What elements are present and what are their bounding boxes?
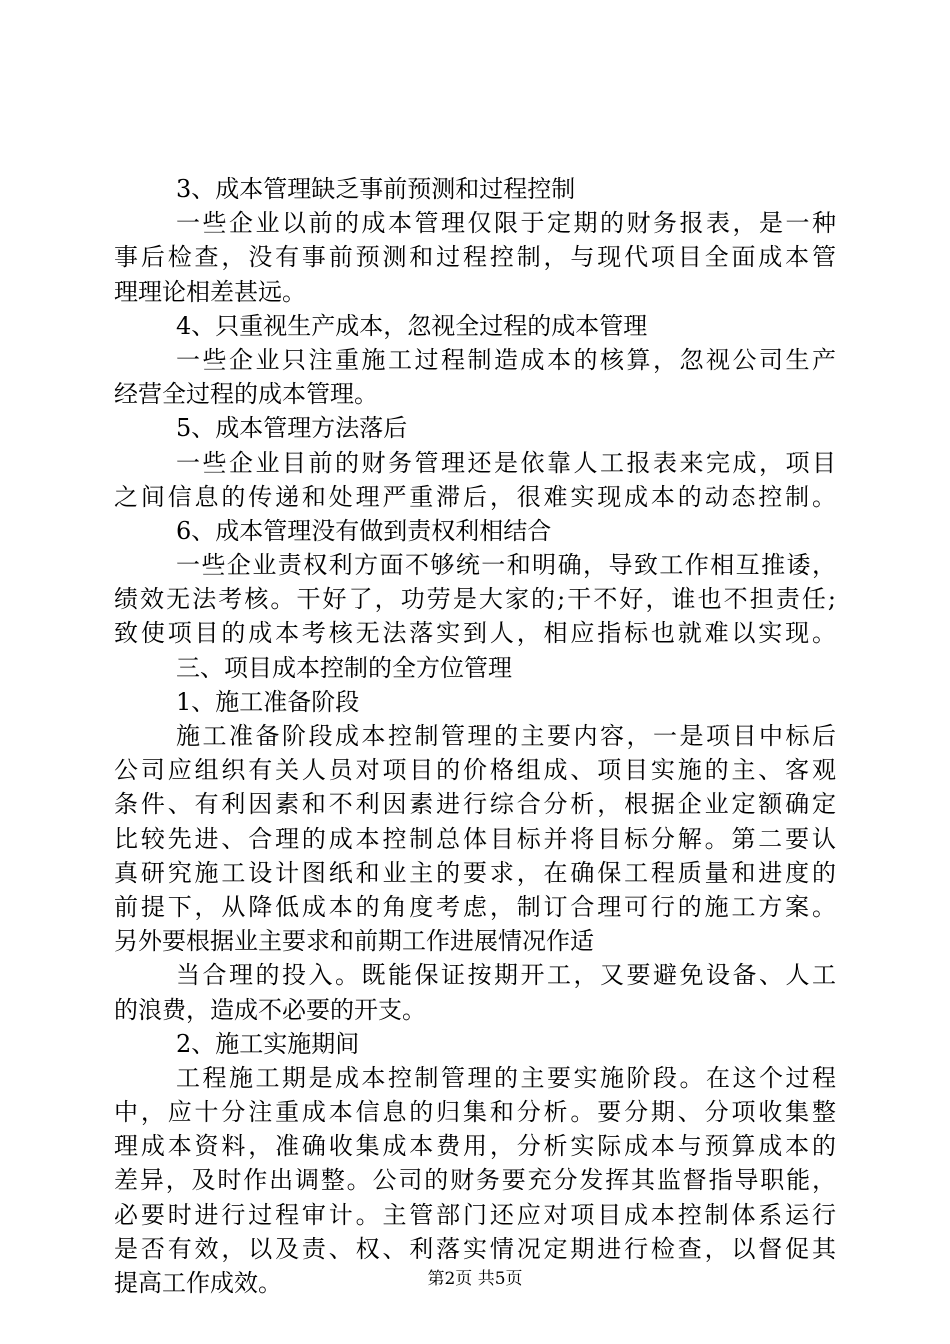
text-line: 施工准备阶段成本控制管理的主要内容，一是项目中标后 <box>176 722 836 750</box>
text-line: 理成本资料，准确收集成本费用，分析实际成本与预算成本的 <box>114 1132 836 1161</box>
text-line: 必要时进行过程审计。主管部门还应对项目成本控制体系运行 <box>114 1200 836 1229</box>
text-line: 真研究施工设计图纸和业主的要求，在确保工程质量和进度的 <box>114 858 836 887</box>
text-line: 前提下，从降低成本的角度考虑，制订合理可行的施工方案。 <box>114 892 836 921</box>
text-line: 一些企业目前的财务管理还是依靠人工报表来完成，项目 <box>176 448 836 477</box>
text-line: 经营全过程的成本管理。 <box>114 380 378 409</box>
text-line: 当合理的投入。既能保证按期开工，又要避免设备、人工 <box>176 961 836 990</box>
text-line: 事后检查，没有事前预测和过程控制，与现代项目全面成本管 <box>114 243 836 272</box>
text-line: 之间信息的传递和处理严重滞后，很难实现成本的动态控制。 <box>114 482 836 511</box>
text-line: 绩效无法考核。干好了，功劳是大家的;干不好，谁也不担责任; <box>114 585 836 614</box>
text-line: 工程施工期是成本控制管理的主要实施阶段。在这个过程 <box>176 1063 836 1092</box>
text-line: 中，应十分注重成本信息的归集和分析。要分期、分项收集整 <box>114 1098 836 1127</box>
page-footer: 第2页 共5页 <box>427 1269 523 1289</box>
text-line: 三、项目成本控制的全方位管理 <box>176 653 512 682</box>
document-body <box>114 172 836 1300</box>
text-line: 是否有效，以及责、权、利落实情况定期进行检查，以督促其 <box>114 1234 836 1263</box>
text-line: 4、只重视生产成本，忽视全过程的成本管理 <box>176 311 648 340</box>
text-line: 一些企业以前的成本管理仅限于定期的财务报表，是一种 <box>176 209 836 238</box>
text-line: 另外要根据业主要求和前期工作进展情况作适 <box>114 927 594 956</box>
text-line: 比较先进、合理的成本控制总体目标并将目标分解。第二要认 <box>114 824 836 853</box>
text-line: 提高工作成效。 <box>114 1269 282 1297</box>
text-line: 一些企业责权利方面不够统一和明确，导致工作相互推诿， <box>176 551 836 580</box>
text-line: 的浪费，造成不必要的开支。 <box>114 995 426 1024</box>
text-line: 1、施工准备阶段 <box>176 687 360 716</box>
text-line: 条件、有利因素和不利因素进行综合分析，根据企业定额确定 <box>114 790 836 819</box>
text-line: 5、成本管理方法落后 <box>176 414 408 443</box>
text-line: 一些企业只注重施工过程制造成本的核算，忽视公司生产 <box>176 345 836 374</box>
text-line: 理理论相差甚远。 <box>114 277 306 306</box>
text-line: 致使项目的成本考核无法落实到人，相应指标也就难以实现。 <box>114 619 836 648</box>
text-line: 6、成本管理没有做到责权利相结合 <box>176 516 552 545</box>
text-line: 2、施工实施期间 <box>176 1029 360 1058</box>
text-line: 3、成本管理缺乏事前预测和过程控制 <box>176 175 576 203</box>
text-line: 差异，及时作出调整。公司的财务要充分发挥其监督指导职能， <box>114 1166 836 1195</box>
text-line: 公司应组织有关人员对项目的价格组成、项目实施的主、客观 <box>114 756 836 785</box>
